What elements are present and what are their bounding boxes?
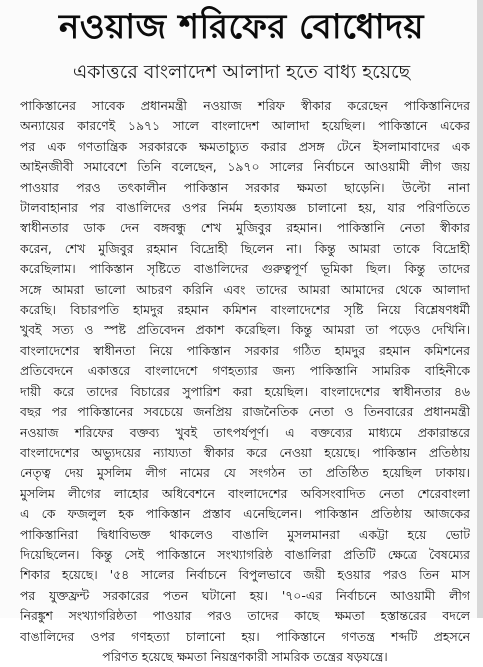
article-line: টালবাহানার পর বাঙালিদের ওপর নির্মম হত্যাযজ্ঞ চালানো হয়, যার পরিণতিতে <box>20 200 470 216</box>
article-body <box>20 96 470 667</box>
article-line: বাঙালিদের ওপর গণহত্যা চালানো হয়। পাকিস্তানে গণতন্ত্র শব্দটি প্রহসনে <box>20 628 470 644</box>
article-line: পর এক গণতান্ত্রিক সরকারকে ক্ষমতাচ্যুত করার প্রসঙ্গ টেনে ইসলামাবাদের এক <box>20 138 470 154</box>
article-line: করেন, শেখ মুজিবুর রহমান বিদ্রোহী ছিলেন না। কিন্তু আমরা তাকে বিদ্রোহী <box>20 240 470 256</box>
article-line: খুবই সত্য ও স্পষ্ট প্রতিবেদন প্রকাশ করেছিল। কিন্তু আমরা তা পড়েও দেখিনি। <box>20 322 470 338</box>
article-line: করেছি। বিচারপতি হামদুর রহমান কমিশন বাংলাদেশের সৃষ্টি নিয়ে বিশ্লেষণধর্মী <box>20 302 470 318</box>
article-line: বছর পর পাকিস্তানের সবচেয়ে জনপ্রিয় রাজনৈতিক নেতা ও তিনবারের প্রধানমন্ত্রী <box>20 404 470 420</box>
article-line: অন্যায়ের কারণেই ১৯৭১ সালে বাংলাদেশ আলাদা হয়েছিল। পাকিস্তানে একের <box>20 118 470 134</box>
article-line: দায়ী করে তাদের বিচারের সুপারিশ করা হয়েছিল। বাংলাদেশের স্বাধীনতার ৪৬ <box>20 383 470 399</box>
article-line: এ কে ফজলুল হক পাকিস্তান প্রস্তাব এনেছিলেন। পাকিস্তান প্রতিষ্ঠায় আজকের <box>20 506 470 522</box>
article-line: সঙ্গে আমরা ভালো আচরণ করিনি এবং তাদের আমরা আমাদের থেকে আলাদা <box>20 281 470 297</box>
article-line: স্বাধীনতার ডাক দেন বঙ্গবন্ধু শেখ মুজিবুর রহমান। পাকিস্তানি নেতা স্বীকার <box>20 220 470 236</box>
article-headline: নওয়াজ শরিফের বোধোদয় <box>58 7 425 47</box>
article-line: দিয়েছিলেন। কিন্তু সেই পাকিস্তানে সংখ্যাগরিষ্ঠ বাঙালিরা প্রতিটি ক্ষেত্রে বৈষম্যের <box>20 546 470 562</box>
article-line: নওয়াজ শরিফের বক্তব্য খুবই তাৎপর্যপূর্ণ। এ বক্তব্যের মাধ্যমে প্রকারান্তরে <box>20 424 470 440</box>
article-line: প্রতিবেদনে একাত্তরে বাংলাদেশে গণহত্যার জন্য পাকিস্তানি সামরিক বাহিনীকে <box>20 363 470 379</box>
article-line: পাকিস্তানের সাবেক প্রধানমন্ত্রী নওয়াজ শরিফ স্বীকার করেছেন পাকিস্তানিদের <box>20 98 470 113</box>
article-line: নিরঙ্কুশ সংখ্যাগরিষ্ঠতা পাওয়ার পরও তাদের কাছে ক্ষমতা হস্তান্তরের বদলে <box>20 608 470 624</box>
article-line: আইনজীবী সমাবেশে তিনি বলেছেন, ১৯৭০ সালের নির্বাচনে আওয়ামী লীগ জয় <box>20 159 470 175</box>
article-line: শিকার হয়েছে। '৫৪ সালের নির্বাচনে বিপুলভাবে জয়ী হওয়ার পরও তিন মাস <box>20 567 470 583</box>
article-line-last: পরিণত হয়েছে ক্ষমতা নিয়ন্ত্রণকারী সামরিক তন্ত্রের ষড়যন্ত্রে। <box>102 648 388 664</box>
article-line: করেছিলাম। পাকিস্তান সৃষ্টিতে বাঙালিদের গুরুত্বপূর্ণ ভূমিকা ছিল। কিন্তু তাদের <box>20 261 470 277</box>
article-subhead: একাত্তরে বাংলাদেশ আলাদা হতে বাধ্য হয়েছে <box>72 61 411 83</box>
article-line: মুসলিম লীগের লাহোর অধিবেশনে বাংলাদেশের অবিসংবাদিত নেতা শেরেবাংলা <box>20 485 470 501</box>
page-edge-divider <box>477 0 483 618</box>
article-line: পর যুক্তফ্রন্ট সরকারের পতন ঘটানো হয়। '৭০-এর নির্বাচনে আওয়ামী লীগ <box>20 587 470 603</box>
article-line: বাংলাদেশের স্বাধীনতা নিয়ে পাকিস্তান সরকার গঠিত হামদুর রহমান কমিশনের <box>20 342 470 358</box>
article-line: বাংলাদেশের অভ্যুদয়ের ন্যায্যতা স্বীকার করে নেওয়া হয়েছে। পাকিস্তান প্রতিষ্ঠায় <box>20 444 470 460</box>
article-line: নেতৃত্ব দেয় মুসলিম লীগ নামের যে সংগঠন তা প্রতিষ্ঠিত হয়েছিল ঢাকায়। <box>20 465 470 481</box>
article-line: পাকিস্তানিরা দ্বিধাবিভক্ত থাকলেও বাঙালি মুসলমানরা একট্টা হয়ে ভোট <box>20 526 470 542</box>
article-line: পাওয়ার পরও তৎকালীন পাকিস্তান সরকার ক্ষমতা ছাড়েনি। উল্টো নানা <box>20 179 470 195</box>
